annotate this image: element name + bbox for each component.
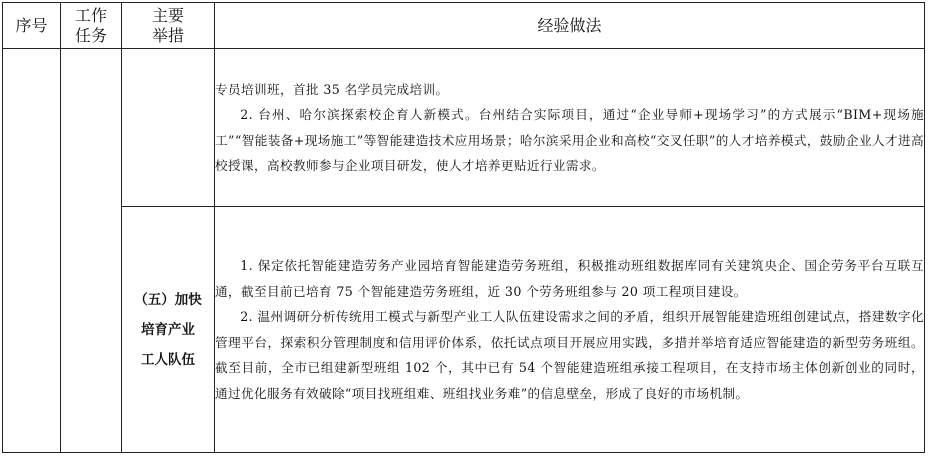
measure-line: 工人队伍 — [141, 351, 195, 368]
header-measure — [122, 3, 215, 49]
header-practice: 经验做法 — [215, 3, 925, 49]
measure-line: （五）加快 — [134, 291, 202, 308]
task-cell — [61, 49, 122, 453]
header-seq: 序号 — [3, 3, 61, 49]
practice-paragraph: 专员培训班，首批 35 名学员完成培训。 — [215, 81, 449, 97]
header-task-line2: 任务 — [74, 25, 107, 45]
header-task-line1: 工作 — [74, 5, 107, 25]
practice-paragraph: 1. 保定依托智能建造劳务产业园培育智能建造劳务班组，积极推动班组数据库同有关建筑央企、国企劳务平台互联互通，截至目前已培育 75 个智能建造劳务班组，近 30 个劳务班组参与 20 项工程项目建设。 — [215, 258, 924, 299]
practice-cell — [215, 49, 925, 207]
header-task — [61, 3, 122, 49]
header-row — [3, 3, 925, 49]
header-measure-line2: 举措 — [151, 25, 184, 45]
measure-cell — [122, 207, 215, 453]
table-row — [3, 207, 925, 453]
practice-paragraph: 2. 台州、哈尔滨探索校企育人新模式。台州结合实际项目，通过“企业导师+现场学习”的方式展示“BIM+现场施工”“智能装备+现场施工”等智能建造技术应用场景；哈尔滨采用企业和高校“交叉任职”的人才培养模式，鼓励企业人才进高校授课，高校教师参与企业项目研发，使人才培养更贴近行业需求。 — [215, 107, 924, 173]
measure-cell-empty — [122, 49, 215, 207]
practice-paragraph: 2. 温州调研分析传统用工模式与新型产业工人队伍建设需求之间的矛盾，组织开展智能建造班组创建试点，搭建数字化管理平台，探索积分管理制度和信用评价体系，依托试点项目开展应用实践，多措并举培育适应智能建造的新型劳务班组。截至目前，全市已组建新型班组 102 个，其中已有 54 个智能建造班组承接工程项目，在支持市场主体创新创业的同时，通过优化服务有效破除“项目找班组难、班组找业务难”的信息壁垒，形成了良好的市场机制。 — [215, 309, 924, 401]
measure-line: 培育产业 — [141, 321, 195, 338]
practice-cell — [215, 207, 925, 453]
header-measure-line1: 主要 — [151, 5, 184, 25]
seq-cell — [3, 49, 61, 453]
experience-table — [2, 2, 925, 453]
table-row — [3, 49, 925, 207]
